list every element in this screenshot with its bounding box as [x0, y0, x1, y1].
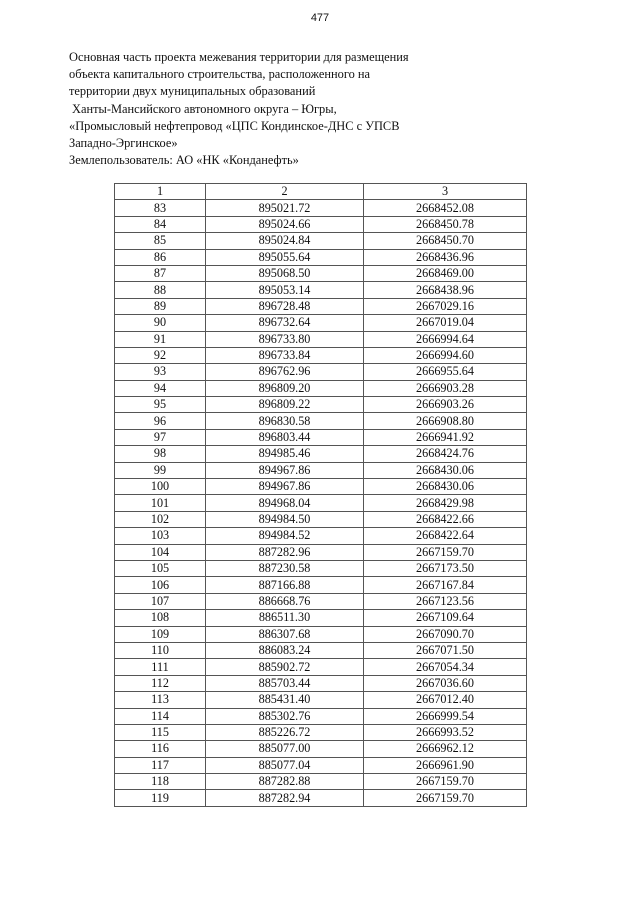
- y-coordinate-cell: 2666961.90: [364, 757, 527, 773]
- point-number-cell: 95: [115, 397, 206, 413]
- point-number-cell: 91: [115, 331, 206, 347]
- y-coordinate-cell: 2667167.84: [364, 577, 527, 593]
- y-coordinate-cell: 2667019.04: [364, 315, 527, 331]
- x-coordinate-cell: 887282.94: [206, 790, 364, 806]
- y-coordinate-cell: 2668438.96: [364, 282, 527, 298]
- column-header: 2: [206, 184, 364, 200]
- header-line: объекта капитального строительства, расположенного на: [69, 67, 371, 82]
- y-coordinate-cell: 2666908.80: [364, 413, 527, 429]
- table-body: [115, 200, 527, 806]
- point-number-cell: 115: [115, 724, 206, 740]
- x-coordinate-cell: 895053.14: [206, 282, 364, 298]
- x-coordinate-cell: 896803.44: [206, 429, 364, 445]
- table-row: [115, 364, 527, 380]
- header-line: Ханты-Мансийского автономного округа – Югры,: [72, 101, 337, 116]
- table-row: [115, 642, 527, 658]
- x-coordinate-cell: 894967.86: [206, 479, 364, 495]
- point-number-cell: 86: [115, 249, 206, 265]
- table-row: [115, 216, 527, 232]
- point-number-cell: 111: [115, 659, 206, 675]
- table-row: [115, 741, 527, 757]
- table-row: [115, 626, 527, 642]
- y-coordinate-cell: 2666994.64: [364, 331, 527, 347]
- point-number-cell: 109: [115, 626, 206, 642]
- point-number-cell: 104: [115, 544, 206, 560]
- x-coordinate-cell: 896732.64: [206, 315, 364, 331]
- x-coordinate-cell: 885077.00: [206, 741, 364, 757]
- y-coordinate-cell: 2667029.16: [364, 298, 527, 314]
- x-coordinate-cell: 886083.24: [206, 642, 364, 658]
- y-coordinate-cell: 2667123.56: [364, 593, 527, 609]
- y-coordinate-cell: 2668424.76: [364, 446, 527, 462]
- table-row: [115, 757, 527, 773]
- table-row: [115, 298, 527, 314]
- point-number-cell: 83: [115, 200, 206, 216]
- point-number-cell: 113: [115, 692, 206, 708]
- header-line: Основная часть проекта межевания территории для размещения: [69, 50, 409, 64]
- point-number-cell: 107: [115, 593, 206, 609]
- table-row: [115, 200, 527, 216]
- x-coordinate-cell: 895024.66: [206, 216, 364, 232]
- x-coordinate-cell: 887230.58: [206, 560, 364, 576]
- x-coordinate-cell: 895055.64: [206, 249, 364, 265]
- page-number: 477: [310, 12, 330, 24]
- table-row: [115, 331, 527, 347]
- y-coordinate-cell: 2667012.40: [364, 692, 527, 708]
- x-coordinate-cell: 885077.04: [206, 757, 364, 773]
- point-number-cell: 110: [115, 642, 206, 658]
- header-line: территории двух муниципальных образований: [69, 84, 316, 99]
- x-coordinate-cell: 885902.72: [206, 659, 364, 675]
- header-line: Землепользователь: АО «НК «Конданефть»: [69, 153, 299, 168]
- table-row: [115, 790, 527, 806]
- y-coordinate-cell: 2666955.64: [364, 364, 527, 380]
- y-coordinate-cell: 2667071.50: [364, 642, 527, 658]
- table-row: [115, 446, 527, 462]
- x-coordinate-cell: 885302.76: [206, 708, 364, 724]
- point-number-cell: 116: [115, 741, 206, 757]
- table-row: [115, 282, 527, 298]
- y-coordinate-cell: 2668469.00: [364, 265, 527, 281]
- y-coordinate-cell: 2667159.70: [364, 774, 527, 790]
- x-coordinate-cell: 887282.88: [206, 774, 364, 790]
- point-number-cell: 117: [115, 757, 206, 773]
- y-coordinate-cell: 2666903.28: [364, 380, 527, 396]
- x-coordinate-cell: 885226.72: [206, 724, 364, 740]
- y-coordinate-cell: 2668422.64: [364, 528, 527, 544]
- y-coordinate-cell: 2668430.06: [364, 462, 527, 478]
- x-coordinate-cell: 895021.72: [206, 200, 364, 216]
- y-coordinate-cell: 2666993.52: [364, 724, 527, 740]
- table-row: [115, 708, 527, 724]
- point-number-cell: 98: [115, 446, 206, 462]
- x-coordinate-cell: 896728.48: [206, 298, 364, 314]
- point-number-cell: 90: [115, 315, 206, 331]
- column-header: 3: [364, 184, 527, 200]
- table-row: [115, 380, 527, 396]
- x-coordinate-cell: 895068.50: [206, 265, 364, 281]
- point-number-cell: 101: [115, 495, 206, 511]
- table-row: [115, 397, 527, 413]
- point-number-cell: 97: [115, 429, 206, 445]
- point-number-cell: 105: [115, 560, 206, 576]
- point-number-cell: 96: [115, 413, 206, 429]
- table-row: [115, 659, 527, 675]
- y-coordinate-cell: 2668429.98: [364, 495, 527, 511]
- header-line: Западно-Эргинское»: [69, 136, 178, 151]
- table-row: [115, 528, 527, 544]
- x-coordinate-cell: 894968.04: [206, 495, 364, 511]
- table-row: [115, 692, 527, 708]
- point-number-cell: 108: [115, 610, 206, 626]
- x-coordinate-cell: 896733.84: [206, 347, 364, 363]
- coordinates-table-wrap: [114, 183, 527, 807]
- table-row: [115, 479, 527, 495]
- point-number-cell: 118: [115, 774, 206, 790]
- table-row: [115, 249, 527, 265]
- point-number-cell: 84: [115, 216, 206, 232]
- x-coordinate-cell: 896762.96: [206, 364, 364, 380]
- table-row: [115, 560, 527, 576]
- x-coordinate-cell: 885703.44: [206, 675, 364, 691]
- coordinates-table: [114, 183, 527, 807]
- y-coordinate-cell: 2668452.08: [364, 200, 527, 216]
- y-coordinate-cell: 2667159.70: [364, 544, 527, 560]
- header-line: «Промысловый нефтепровод «ЦПС Кондинское-ДНС с УПСВ: [69, 118, 400, 133]
- y-coordinate-cell: 2667159.70: [364, 790, 527, 806]
- point-number-cell: 93: [115, 364, 206, 380]
- y-coordinate-cell: 2668430.06: [364, 479, 527, 495]
- point-number-cell: 92: [115, 347, 206, 363]
- y-coordinate-cell: 2667054.34: [364, 659, 527, 675]
- table-row: [115, 774, 527, 790]
- point-number-cell: 112: [115, 675, 206, 691]
- x-coordinate-cell: 894967.86: [206, 462, 364, 478]
- y-coordinate-cell: 2666903.26: [364, 397, 527, 413]
- x-coordinate-cell: 896809.22: [206, 397, 364, 413]
- table-row: [115, 495, 527, 511]
- x-coordinate-cell: 887166.88: [206, 577, 364, 593]
- y-coordinate-cell: 2667036.60: [364, 675, 527, 691]
- table-row: [115, 233, 527, 249]
- point-number-cell: 119: [115, 790, 206, 806]
- point-number-cell: 102: [115, 511, 206, 527]
- point-number-cell: 114: [115, 708, 206, 724]
- x-coordinate-cell: 894984.52: [206, 528, 364, 544]
- table-row: [115, 347, 527, 363]
- x-coordinate-cell: 895024.84: [206, 233, 364, 249]
- y-coordinate-cell: 2666994.60: [364, 347, 527, 363]
- point-number-cell: 85: [115, 233, 206, 249]
- x-coordinate-cell: 896733.80: [206, 331, 364, 347]
- point-number-cell: 94: [115, 380, 206, 396]
- x-coordinate-cell: 896830.58: [206, 413, 364, 429]
- table-row: [115, 511, 527, 527]
- y-coordinate-cell: 2667109.64: [364, 610, 527, 626]
- point-number-cell: 99: [115, 462, 206, 478]
- x-coordinate-cell: 894985.46: [206, 446, 364, 462]
- document-header: [69, 49, 549, 169]
- point-number-cell: 88: [115, 282, 206, 298]
- y-coordinate-cell: 2667173.50: [364, 560, 527, 576]
- y-coordinate-cell: 2666962.12: [364, 741, 527, 757]
- point-number-cell: 103: [115, 528, 206, 544]
- table-row: [115, 675, 527, 691]
- table-row: [115, 265, 527, 281]
- table-row: [115, 544, 527, 560]
- column-header: 1: [115, 184, 206, 200]
- table-row: [115, 429, 527, 445]
- y-coordinate-cell: 2668422.66: [364, 511, 527, 527]
- y-coordinate-cell: 2668450.70: [364, 233, 527, 249]
- point-number-cell: 89: [115, 298, 206, 314]
- table-row: [115, 413, 527, 429]
- table-header-row: [115, 184, 527, 200]
- y-coordinate-cell: 2667090.70: [364, 626, 527, 642]
- x-coordinate-cell: 886511.30: [206, 610, 364, 626]
- table-row: [115, 315, 527, 331]
- x-coordinate-cell: 886668.76: [206, 593, 364, 609]
- table-row: [115, 462, 527, 478]
- x-coordinate-cell: 885431.40: [206, 692, 364, 708]
- table-row: [115, 610, 527, 626]
- table-row: [115, 724, 527, 740]
- table-row: [115, 593, 527, 609]
- point-number-cell: 87: [115, 265, 206, 281]
- y-coordinate-cell: 2666999.54: [364, 708, 527, 724]
- table-row: [115, 577, 527, 593]
- point-number-cell: 106: [115, 577, 206, 593]
- y-coordinate-cell: 2668436.96: [364, 249, 527, 265]
- y-coordinate-cell: 2668450.78: [364, 216, 527, 232]
- x-coordinate-cell: 896809.20: [206, 380, 364, 396]
- x-coordinate-cell: 887282.96: [206, 544, 364, 560]
- x-coordinate-cell: 894984.50: [206, 511, 364, 527]
- point-number-cell: 100: [115, 479, 206, 495]
- x-coordinate-cell: 886307.68: [206, 626, 364, 642]
- y-coordinate-cell: 2666941.92: [364, 429, 527, 445]
